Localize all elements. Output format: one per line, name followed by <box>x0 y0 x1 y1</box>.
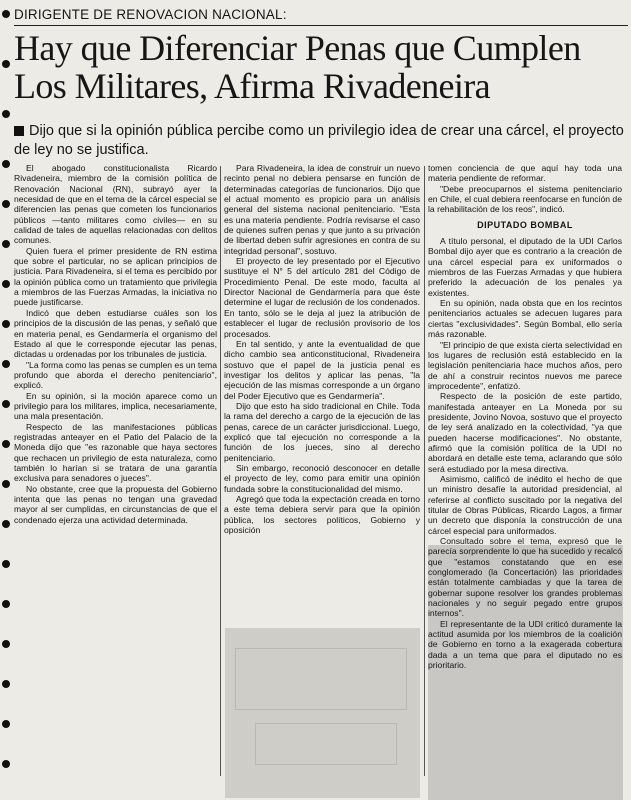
paragraph: Consultado sobre el tema, expresó que le parecía sorprendente lo que ha sucedido y recalcó que "estamos constatando que en ese conglomerado (la Concertación) las prioridades están totalmente cambiadas y que la tarea de gobernar supone resolver los grandes problemas nacionales y no seguir pegado entre grupos internos". <box>428 536 622 619</box>
paragraph: "La forma como las penas se cumplen es un tema profundo que aborda el derecho penitenciario", explicó. <box>14 359 217 391</box>
paragraph: Sin embargo, reconoció desconocer en detalle el proyecto de ley, como para emitir una opinión fundada sobre la constitucionalidad del mismo. <box>224 462 420 494</box>
binder-hole <box>2 400 10 408</box>
binder-hole <box>2 640 10 648</box>
paragraph: Agregó que toda la expectación creada en torno a este tema debiera servir para que la opinión pública, los sectores políticos, Gobierno y oposición <box>224 494 420 536</box>
headline: Hay que Diferenciar Penas que Cumplen Los Militares, Afirma Rivadeneira <box>14 28 581 106</box>
binder-hole <box>2 680 10 688</box>
paragraph: Asimismo, calificó de inédito el hecho de que un ministro desafíe la autoridad presidencial, al referirse al conflicto suscitado por la negativa del titular de Obras Públicas, Ricardo Lagos, a firmar un decreto que disponía la construcción de una cárcel especial para uniformados. <box>428 473 622 536</box>
subhead: DIPUTADO BOMBAL <box>477 219 573 230</box>
binder-hole <box>2 760 10 768</box>
paragraph: Respecto de la posición de este partido, manifestada anteayer en La Moneda por su presidente, Jovino Novoa, sostuvo que el proyecto de ley será analizado en la colectividad, "ya que pueden hacerse modificaciones". No obstante, afirmó que la comisión política de la UDI no abordará en detalle este tema, aclarando que sólo será estudiado por la mesa directiva. <box>428 391 622 474</box>
paragraph: Quien fuera el primer presidente de RN estima que sobre el particular, no se aplican principios de justicia. Para Rivadeneira, si el tema es percibido por la opinión pública como un tratamiento que privilegia a miembros de las Fuerzas Armadas, la iniciativa no puede justificarse. <box>14 245 217 308</box>
binder-hole <box>2 360 10 368</box>
paragraph: "Debe preocuparnos el sistema penitenciario en Chile, el cual debiera reenfocarse en función de la rehabilitación de los reos", indicó. <box>428 183 622 215</box>
paragraph: Respecto de las manifestaciones públicas registradas anteayer en el Patio del Palacio de la Moneda dijo que "es razonable que haya sectores que rechacen un privilegio de esta naturaleza, como también lo harían si se tratara de una garantía exclusiva para senadores o jueces". <box>14 421 217 484</box>
deck-text: Dijo que si la opinión pública percibe como un privilegio idea de crear una cárcel, el proyecto de ley no se justifica. <box>14 123 624 158</box>
article-column-2 <box>224 163 420 535</box>
paragraph: Para Rivadeneira, la idea de construir un nuevo recinto penal no debiera pensarse en función de determinadas categorías de funcionarios. Dijo que el actual momento es propicio para un análisis general del sistema nacional penitenciario. "Esta es una materia pendiente. Podría revisarse el caso de quienes sufren penas y que junto a su privación de libertad deben sufrir agresiones en contra de su integridad personal", sostuvo. <box>224 163 420 256</box>
deck <box>14 122 624 160</box>
paragraph: El proyecto de ley presentado por el Ejecutivo sustituye el N° 5 del artículo 281 del Código de Procedimiento Penal. De este modo, faculta al Director Nacional de Gendarmería para que éste determine el lugar de reclusión de los condenados. En tanto, sólo se le deja al juez la atribución de establecer el lugar de reclusión provisorio de los procesados. <box>224 256 420 339</box>
article-column-1 <box>14 163 217 525</box>
binder-hole <box>2 160 10 168</box>
paragraph: El representante de la UDI criticó duramente la actitud asumida por los miembros de la coalición de Gobierno en torno a la exagerada cobertura dada a un tema que para el diputado no es prioritario. <box>428 618 622 671</box>
binder-hole <box>2 560 10 568</box>
paragraph: Dijo que esto ha sido tradicional en Chile. Toda la rama del derecho a cargo de la ejecución de las penas, carece de un carácter jurisdiccional. Luego, explicó que tal ejecución no corresponde a la función de los jueces, sino al derecho penitenciario. <box>224 400 420 463</box>
binder-hole <box>2 10 10 18</box>
faded-photo <box>225 628 420 798</box>
column-divider <box>220 166 221 776</box>
binder-hole <box>2 440 10 448</box>
paragraph: El abogado constitucionalista Ricardo Rivadeneira, miembro de la comisión política de Renovación Nacional (RN), subrayó ayer la necesidad de que en el tema de la cárcel especial se diferencien las penas que cometen los funcionarios públicos —tanto militares como civiles— en su calidad de tales de aquellas relacionadas con delitos comunes. <box>14 163 217 246</box>
binder-hole <box>2 600 10 608</box>
column-divider <box>424 166 425 776</box>
binder-hole <box>2 280 10 288</box>
paragraph: "El principio de que exista cierta selectividad en los lugares de reclusión está establecido en la legislación penitenciaria hace muchos años, pero de ahí a construir recintos nuevos me parece improcedente", enfatizó. <box>428 339 622 391</box>
paragraph: En su opinión, si la moción aparece como un privilegio para los militares, implica, necesariamente, una mala presentación. <box>14 390 217 422</box>
kicker: DIRIGENTE DE RENOVACION NACIONAL: <box>14 7 614 22</box>
bullet-square-icon <box>14 126 24 136</box>
article-column-3 <box>428 163 622 671</box>
binder-hole <box>2 520 10 528</box>
paragraph: En tal sentido, y ante la eventualidad de que dicho cambio sea anticonstitucional, Rivadeneira sostuvo que el papel de la justicia penal es investigar los delitos y aplicar las penas, "la ejecución de las mismas corresponde a un órgano del Poder Ejecutivo que es Gendarmería". <box>224 338 420 401</box>
binder-hole <box>2 480 10 488</box>
binder-holes <box>0 0 12 800</box>
paragraph: En su opinión, nada obsta que en los recintos penitenciarios actuales se adecuen lugares para ciertas "exclusividades". Según Bombal, ello sería más razonable. <box>428 298 622 340</box>
binder-hole <box>2 60 10 68</box>
binder-hole <box>2 200 10 208</box>
paragraph: tomen conciencia de que aquí hay toda una materia pendiente de reformar. <box>428 163 622 184</box>
paragraph: Indicó que deben estudiarse cuáles son los principios de la discusión de las penas, y señaló que en materia penal, es Gendarmería el organismo del Estado al que le corresponde ejecutar las penas, dictadas u ordenadas por los tribunales de justicia. <box>14 307 217 360</box>
binder-hole <box>2 320 10 328</box>
binder-hole <box>2 110 10 118</box>
binder-hole <box>2 240 10 248</box>
paragraph: A título personal, el diputado de la UDI Carlos Bombal dijo ayer que es contrario a la creación de una cárcel especial para ex uniformados o miembros de las Fuerzas Armadas y que hubiera preferido la adecuación de los penales ya existentes. <box>428 236 622 298</box>
binder-hole <box>2 720 10 728</box>
paragraph: No obstante, cree que la propuesta del Gobierno intenta que las penas no tengan una gravedad mayor al ser cumplidas, en circunstancias de que el condenado ejerza una actividad determinada. <box>14 483 217 525</box>
